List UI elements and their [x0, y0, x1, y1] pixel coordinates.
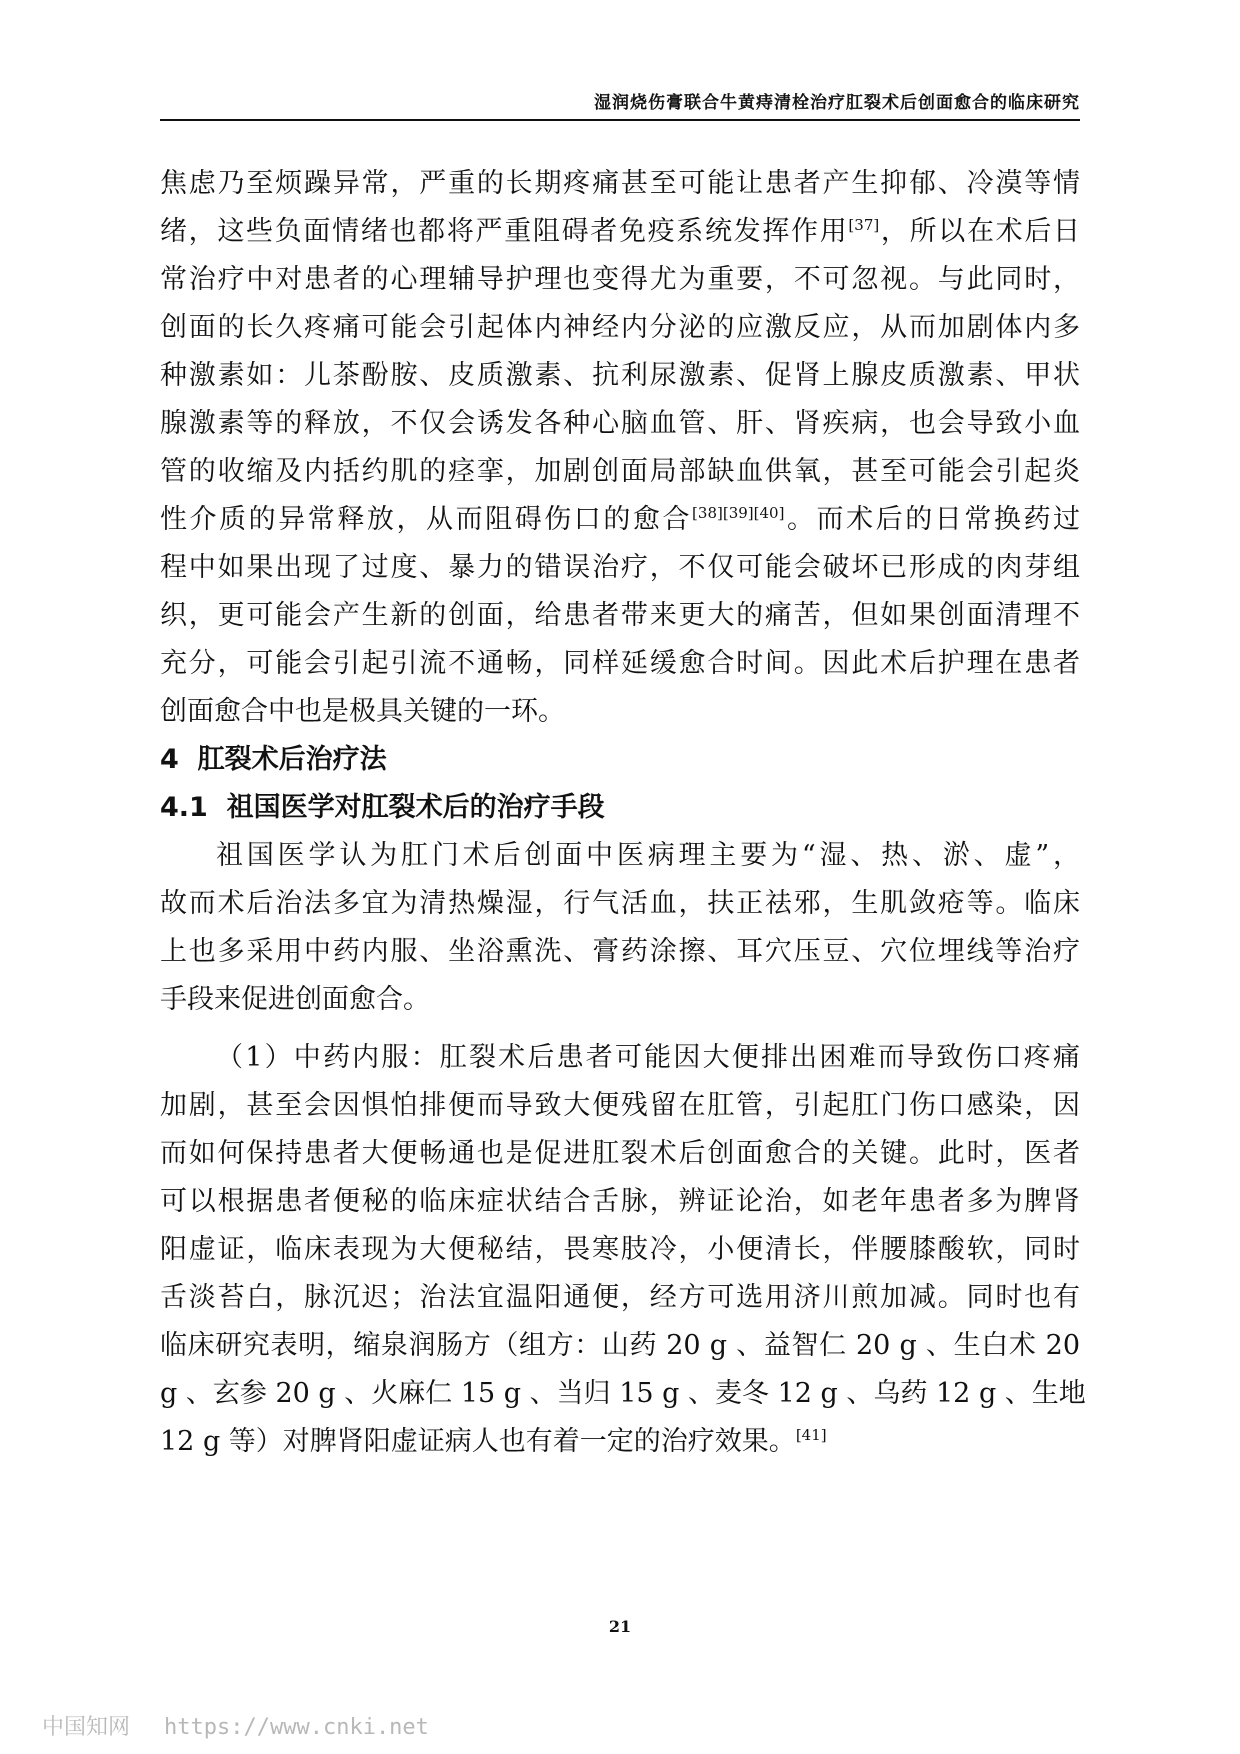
text-run: 12 g 等）对脾肾阳虚证病人也有着一定的治疗效果。 [160, 1426, 796, 1457]
page-number: 21 [608, 1617, 632, 1636]
subsection-heading [160, 784, 1080, 832]
text-line [160, 1418, 1080, 1466]
text-line: 而如何保持患者大便畅通也是促进肛裂术后创面愈合的关键。此时，医者 [160, 1138, 1080, 1169]
watermark-site-name: 中国知网 [42, 1715, 131, 1740]
watermark-url[interactable]: https://www.cnki.net [164, 1715, 429, 1740]
text-run: 。而术后的日常换药过 [784, 504, 1081, 535]
watermark [42, 1710, 463, 1741]
text-line: 可以根据患者便秘的临床症状结合舌脉，辨证论治，如老年患者多为脾肾 [160, 1186, 1080, 1217]
section-number: 4 [160, 744, 179, 775]
text-line: 阳虚证，临床表现为大便秘结，畏寒肢冷，小便清长，伴腰膝酸软，同时 [160, 1234, 1080, 1265]
text-line: 创面的长久疼痛可能会引起体内神经内分泌的应激反应，从而加剧体内多 [160, 312, 1080, 343]
text-line [160, 496, 1080, 544]
text-run: ，所以在术后日 [879, 216, 1081, 247]
section-title: 祖国医学对肛裂术后的治疗手段 [226, 792, 605, 823]
section-number: 4.1 [160, 792, 208, 823]
citation[interactable]: [41] [795, 1426, 827, 1444]
text-line: 织，更可能会产生新的创面，给患者带来更大的痛苦，但如果创面清理不 [160, 600, 1080, 631]
text-line: 种激素如：儿茶酚胺、皮质激素、抗利尿激素、促肾上腺皮质激素、甲状 [160, 360, 1080, 391]
text-line: 祖国医学认为肛门术后创面中医病理主要为“湿、热、淤、虚”， [216, 840, 1080, 871]
text-line [160, 208, 1080, 256]
document-body [160, 160, 1086, 1466]
text-line: 故而术后治法多宜为清热燥湿，行气活血，扶正祛邪，生肌敛疮等。临床 [160, 888, 1080, 919]
text-run: 性介质的异常释放，从而阻碍伤口的愈合 [160, 504, 693, 535]
running-header: 湿润烧伤膏联合牛黄痔清栓治疗肛裂术后创面愈合的临床研究 [160, 88, 1080, 121]
text-line: 腺激素等的释放，不仅会诱发各种心脑血管、肝、肾疾病，也会导致小血 [160, 408, 1080, 439]
text-line: 上也多采用中药内服、坐浴熏洗、膏药涂擦、耳穴压豆、穴位埋线等治疗 [160, 936, 1080, 967]
text-line: 手段来促进创面愈合。 [160, 984, 430, 1015]
text-line: 加剧，甚至会因惧怕排便而导致大便残留在肛管，引起肛门伤口感染，因 [160, 1090, 1080, 1121]
text-line: （1）中药内服：肛裂术后患者可能因大便排出困难而导致伤口疼痛 [216, 1042, 1080, 1073]
text-line: 程中如果出现了过度、暴力的错误治疗，不仅可能会破坏已形成的肉芽组 [160, 552, 1080, 583]
text-line: 舌淡苔白，脉沉迟；治法宜温阳通便，经方可选用济川煎加减。同时也有 [160, 1282, 1080, 1313]
text-line: 管的收缩及内括约肌的痉挛，加剧创面局部缺血供氧，甚至可能会引起炎 [160, 456, 1080, 487]
citation[interactable]: [38][39][40] [692, 504, 785, 522]
text-line: 焦虑乃至烦躁异常，严重的长期疼痛甚至可能让患者产生抑郁、冷漠等情 [160, 168, 1080, 199]
citation[interactable]: [37] [848, 216, 880, 234]
text-run: 绪，这些负面情绪也都将严重阻碍者免疫系统发挥作用 [160, 216, 849, 247]
section-heading [160, 736, 1080, 784]
text-line: 临床研究表明，缩泉润肠方（组方：山药 20 g 、益智仁 20 g 、生白术 20 [160, 1330, 1080, 1361]
text-line: 充分，可能会引起引流不通畅，同样延缓愈合时间。因此术后护理在患者 [160, 648, 1080, 679]
text-line: 创面愈合中也是极具关键的一环。 [160, 696, 565, 727]
text-line: 常治疗中对患者的心理辅导护理也变得尤为重要，不可忽视。与此同时， [160, 264, 1080, 295]
section-title: 肛裂术后治疗法 [197, 744, 387, 775]
text-line: g 、玄参 20 g 、火麻仁 15 g 、当归 15 g 、麦冬 12 g 、乌药 12 g 、生地 [160, 1378, 1086, 1409]
